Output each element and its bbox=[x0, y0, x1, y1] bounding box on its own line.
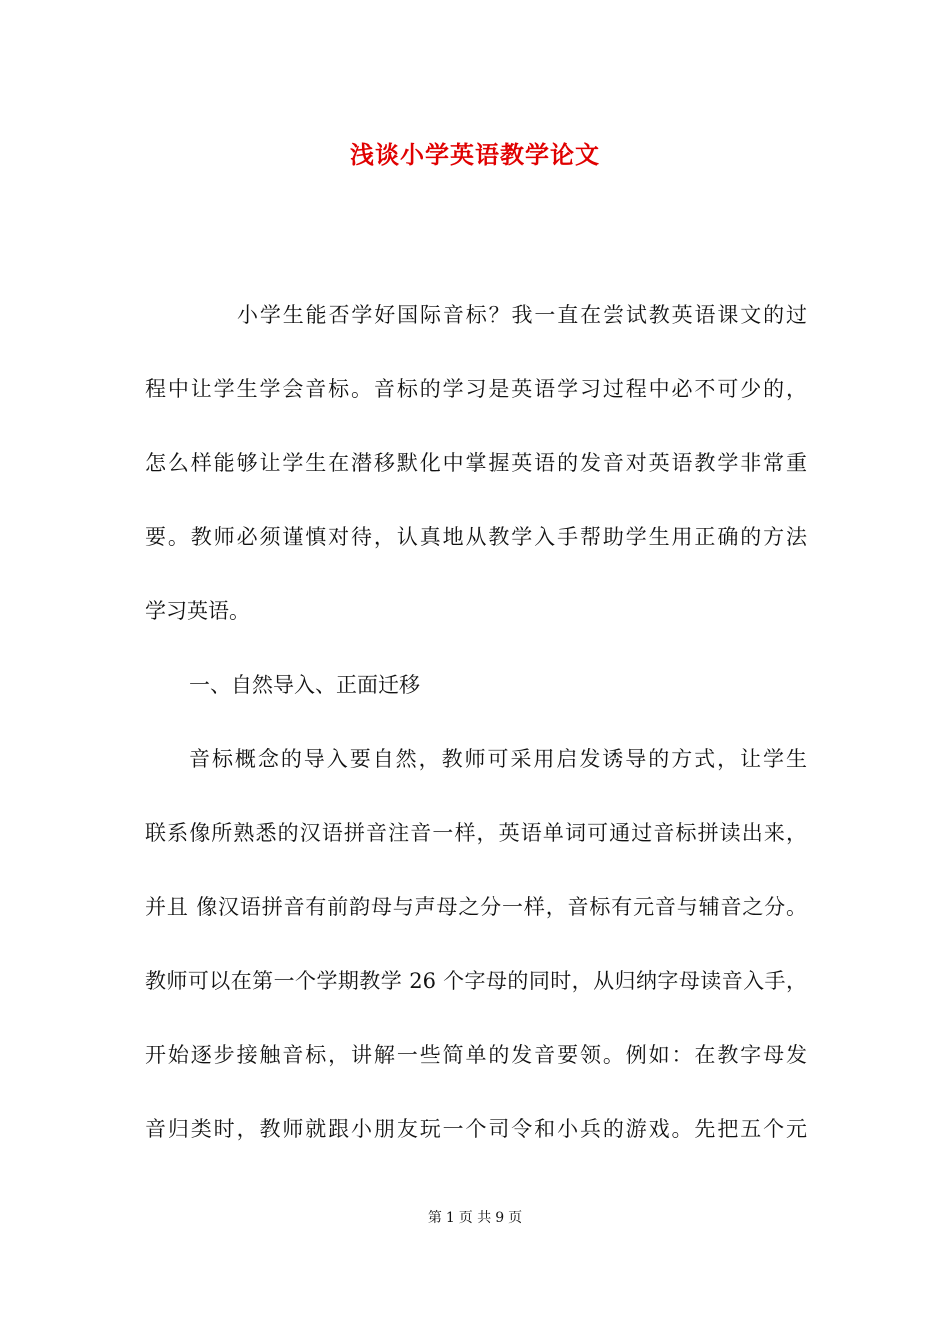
footer-page-number: 1 bbox=[445, 1210, 455, 1226]
page-footer bbox=[0, 1208, 950, 1228]
paragraph-2-line-1: 音标概念的导入要自然，教师可采用启发诱导的方式，让学生 bbox=[189, 747, 807, 771]
paragraph-2-line-3: 并且 像汉语拼音有前韵母与声母之分一样，音标有元音与辅音之分。 bbox=[145, 895, 807, 919]
document-title: 浅谈小学英语教学论文 bbox=[350, 140, 600, 169]
paragraph-2-line-5: 开始逐步接触音标，讲解一些简单的发音要领。例如：在教字母发 bbox=[145, 1043, 807, 1067]
paragraph-2-line-6: 音归类时，教师就跟小朋友玩一个司令和小兵的游戏。先把五个元 bbox=[145, 1117, 807, 1141]
footer-total-pages: 9 bbox=[495, 1210, 505, 1226]
paragraph-2-line-2: 联系像所熟悉的汉语拼音注音一样，英语单词可通过音标拼读出来， bbox=[145, 821, 807, 845]
footer-suffix: 页 bbox=[508, 1210, 523, 1226]
paragraph-2-line-4: 教师可以在第一个学期教学 26 个字母的同时，从归纳字母读音入手， bbox=[145, 969, 807, 993]
paragraph-1-line-4: 要。教师必须谨慎对待，认真地从教学入手帮助学生用正确的方法 bbox=[145, 525, 807, 549]
paragraph-1-line-3: 怎么样能够让学生在潜移默化中掌握英语的发音对英语教学非常重 bbox=[145, 451, 807, 475]
footer-prefix: 第 bbox=[427, 1210, 442, 1226]
section-heading-1: 一、自然导入、正面迁移 bbox=[189, 673, 420, 697]
footer-middle: 页 共 bbox=[458, 1210, 492, 1226]
paragraph-1-line-5: 学习英语。 bbox=[145, 599, 250, 623]
paragraph-1-line-2: 程中让学生学会音标。音标的学习是英语学习过程中必不可少的， bbox=[145, 377, 807, 401]
document-body bbox=[145, 278, 807, 1166]
paragraph-1-line-1: 小学生能否学好国际音标？我一直在尝试教英语课文的过 bbox=[237, 303, 807, 327]
